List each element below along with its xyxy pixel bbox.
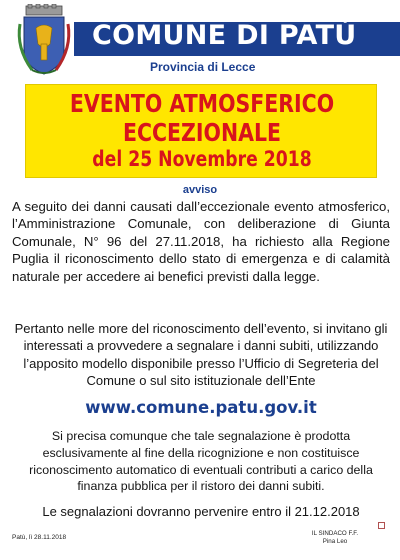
page-title: COMUNE DI PATÙ (92, 20, 357, 51)
paragraph-invitation: Pertanto nelle more del riconoscimento dell’evento, si invitano gli interessati a provvedere a segnalare i danni subiti, utilizzando l’apposito modello disponibile presso l’Ufficio di Segreteria del Comune o sul sito istituzionale dell’Ente (14, 321, 388, 389)
paragraph-damage-request: A seguito dei danni causati dall’eccezionale evento atmosferico, l’Amministrazione Comunale, con deliberazione di Giunta Comunale, N° 96 del 27.11.2018, ha richiesto alla Regione Puglia il riconoscimento dello stato di emergenza e di calamità naturale per accedere ai benefici previsti dalla legge. (12, 199, 390, 284)
event-highlight-box (25, 84, 377, 178)
event-title-line-1: EVENTO ATMOSFERICO (69, 89, 335, 118)
signatory-title: IL SINDACO F.F. (311, 530, 359, 537)
place-date: Patù, lì 28.11.2018 (12, 534, 67, 541)
deadline-text: Le segnalazioni dovranno pervenire entro il 21.12.2018 (42, 504, 360, 519)
signature-block (300, 530, 370, 546)
coat-of-arms-icon (14, 4, 74, 78)
event-date: del 25 Novembre 2018 (92, 147, 312, 171)
header (0, 0, 400, 78)
paragraph-disclaimer: Si precisa comunque che tale segnalazione è prodotta esclusivamente al fine della ricognizione e non costituisce riconoscimento automatico di eventuali contributi a carico della finanza pubblica per il ristoro dei danni subiti. (29, 429, 373, 494)
signatory-name: Pina Leo (322, 538, 348, 545)
province-label: Provincia di Lecce (150, 60, 256, 74)
corner-mark-icon (378, 522, 385, 529)
notice-label: avviso (182, 184, 218, 196)
website-link[interactable]: www.comune.patu.gov.it (85, 398, 317, 417)
event-title-line-2: ECCEZIONALE (122, 118, 282, 147)
